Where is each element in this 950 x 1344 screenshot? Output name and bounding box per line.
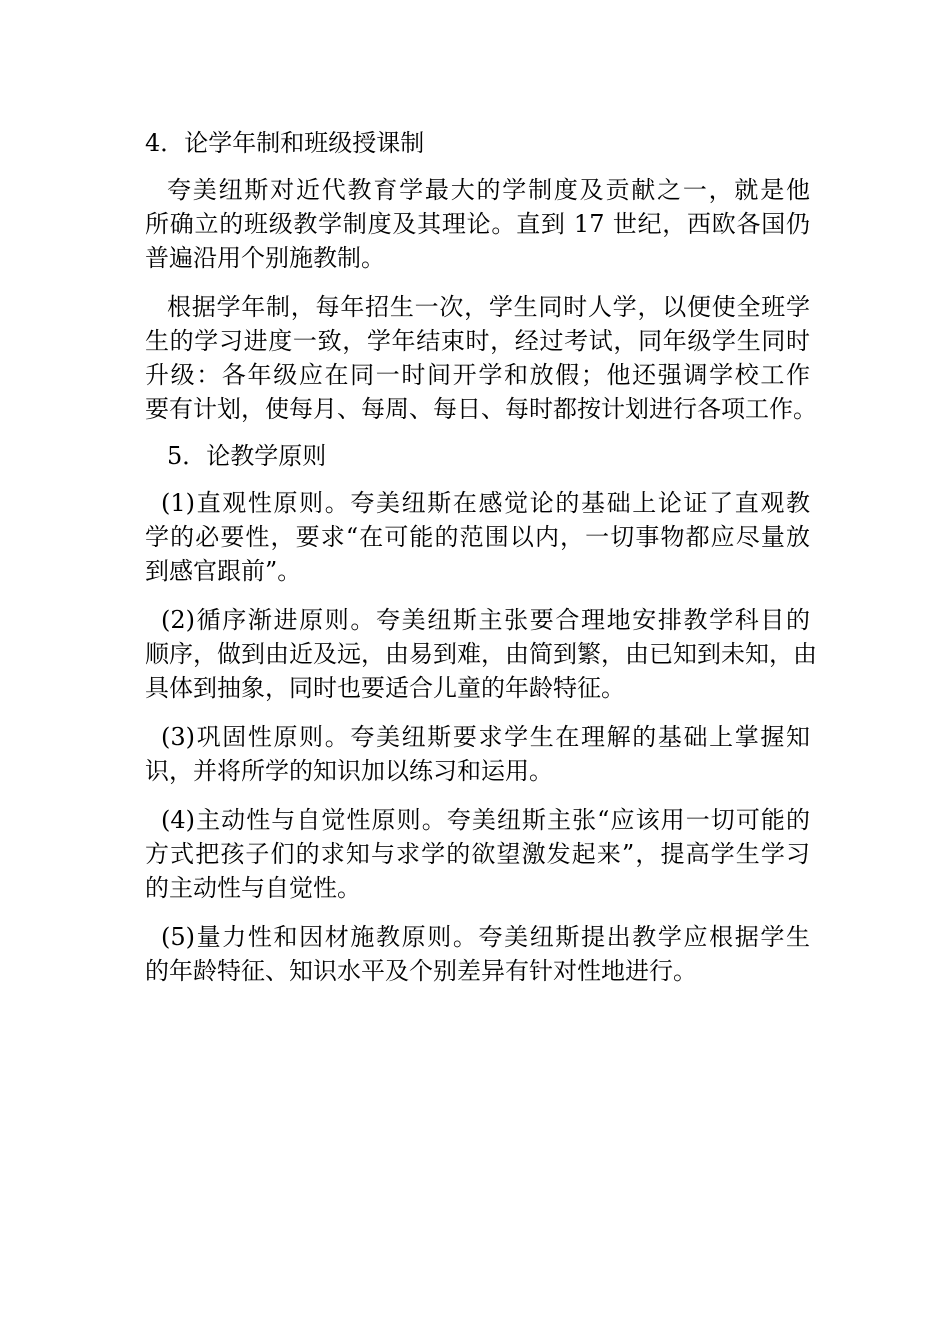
paragraph-line: 普遍沿用个别施教制。 <box>145 244 385 272</box>
paragraph-line: 具体到抽象，同时也要适合儿童的年龄特征。 <box>145 674 625 702</box>
paragraph <box>145 720 810 788</box>
paragraph <box>145 603 817 705</box>
paragraph-line: 的主动性与自觉性。 <box>145 874 361 902</box>
paragraph-line: (3)巩固性原则。夸美纽斯要求学生在理解的基础上掌握知 <box>161 723 810 751</box>
paragraph-gap <box>145 160 810 173</box>
paragraph <box>145 920 810 988</box>
paragraph-line: 学的必要性，要求“在可能的范围以内，一切事物都应尽量放 <box>145 523 810 551</box>
paragraph <box>145 173 810 275</box>
paragraph-line: 到感官跟前”。 <box>145 557 302 585</box>
paragraph-line: (2)循序渐进原则。夸美纽斯主张要合理地安排教学科目的 <box>161 606 810 634</box>
document-page <box>145 126 817 988</box>
paragraph-gap <box>145 473 810 486</box>
paragraph-line: 根据学年制，每年招生一次，学生同时人学，以便使全班学 <box>167 293 810 321</box>
paragraph-gap <box>145 788 810 803</box>
paragraph-line: 要有计划，使每月、每周、每日、每时都按计划进行各项工作。 <box>145 395 817 423</box>
paragraph-line: (1)直观性原则。夸美纽斯在感觉论的基础上论证了直观教 <box>161 489 810 517</box>
heading-text: 4．论学年制和班级授课制 <box>145 129 425 157</box>
paragraph-line: 方式把孩子们的求知与求学的欲望激发起来”，提高学生学习 <box>145 840 810 868</box>
paragraph-line: 所确立的班级教学制度及其理论。直到 17 世纪，西欧各国仍 <box>145 210 810 238</box>
section-heading <box>145 439 810 473</box>
heading-text: 5．论教学原则 <box>167 442 327 470</box>
paragraph-gap <box>145 905 810 920</box>
paragraph-gap <box>145 588 810 603</box>
paragraph-line: 升级：各年级应在同一时间开学和放假；他还强调学校工作 <box>145 361 810 389</box>
paragraph <box>145 486 810 588</box>
paragraph-line: (5)量力性和因材施教原则。夸美纽斯提出教学应根据学生 <box>161 923 810 951</box>
paragraph <box>145 803 810 905</box>
paragraph-gap <box>145 705 810 720</box>
paragraph-line: 顺序，做到由近及远，由易到难，由简到繁，由已知到未知，由 <box>145 640 817 668</box>
section-heading <box>145 126 810 160</box>
paragraph-gap <box>145 275 810 290</box>
paragraph <box>145 290 817 426</box>
paragraph-line: 的年龄特征、知识水平及个别差异有针对性地进行。 <box>145 957 697 985</box>
paragraph-line: 夸美纽斯对近代教育学最大的学制度及贡献之一，就是他 <box>167 176 810 204</box>
paragraph-gap <box>145 426 810 439</box>
paragraph-line: 生的学习进度一致，学年结束时，经过考试，同年级学生同时 <box>145 327 810 355</box>
paragraph-line: (4)主动性与自觉性原则。夸美纽斯主张“应该用一切可能的 <box>161 806 810 834</box>
paragraph-line: 识，并将所学的知识加以练习和运用。 <box>145 757 553 785</box>
